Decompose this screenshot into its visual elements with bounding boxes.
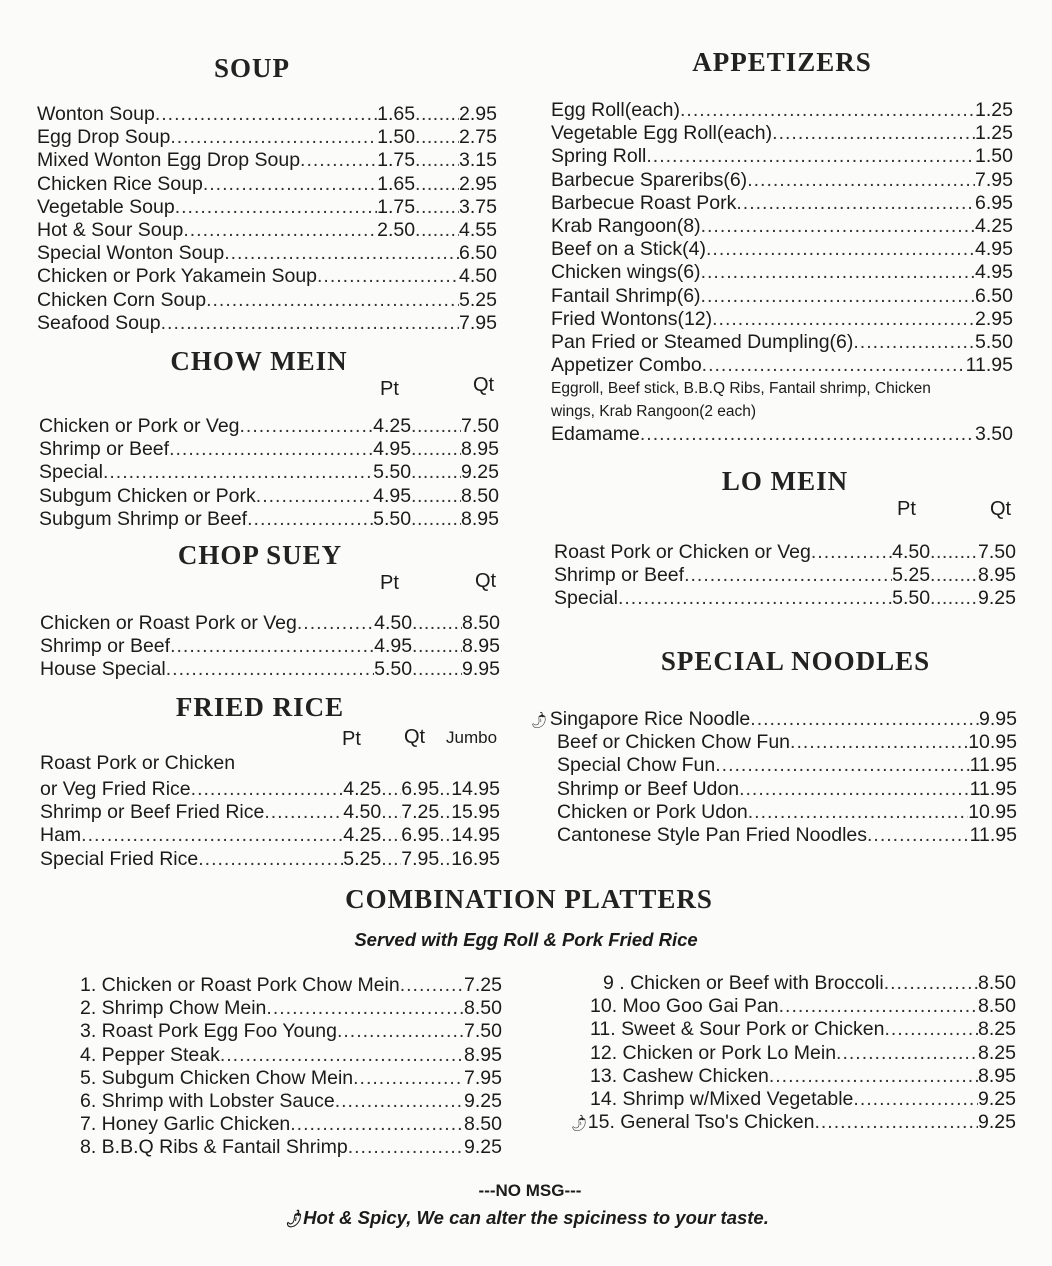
item-price: 8.25	[978, 1018, 1016, 1041]
item-price-jumbo: 14.95	[451, 824, 500, 847]
menu-item	[39, 415, 499, 438]
chop-suey-heading: CHOP SUEY	[177, 540, 343, 570]
fried-rice-section	[40, 692, 500, 871]
item-name: Egg Drop Soup	[37, 126, 171, 149]
item-price: 8.95	[978, 1064, 1016, 1087]
item-name: 12. Chicken or Pork Lo Mein	[590, 1041, 837, 1064]
combination-right-list	[568, 972, 1016, 1134]
pt-label: Pt	[342, 728, 361, 750]
lo-mein-list	[554, 541, 1016, 611]
item-name: Subgum Chicken or Pork	[39, 484, 256, 507]
item-price-qt: 9.25	[978, 587, 1016, 610]
item-price: 7.25	[464, 974, 502, 996]
item-name: Hot & Sour Soup	[37, 218, 184, 241]
menu-item	[39, 461, 499, 484]
menu-item	[530, 754, 1017, 777]
menu-item	[551, 169, 1013, 192]
combo-note-line: wings, Krab Rangoon(2 each)	[551, 403, 757, 421]
item-price: 11.95	[969, 754, 1017, 777]
item-price-qt: 3.15	[459, 149, 497, 172]
item-price: 3.50	[975, 423, 1013, 446]
item-price-qt: 8.95	[462, 635, 500, 658]
item-price: 4.95	[975, 261, 1013, 284]
item-price-qt: 9.95	[462, 658, 500, 681]
item-name: 5. Subgum Chicken Chow Mein	[80, 1066, 354, 1089]
combo-item	[568, 1042, 1016, 1065]
item-name: Special	[554, 587, 618, 610]
menu-item	[40, 778, 500, 801]
item-price-pt: 4.95	[374, 635, 413, 658]
qt-label: Qt	[473, 374, 495, 396]
item-price: 4.50	[459, 265, 497, 288]
menu-item	[530, 824, 1017, 847]
item-name: Chicken wings(6)	[551, 261, 701, 284]
item-name: 10. Moo Goo Gai Pan	[590, 995, 779, 1018]
item-name: Chicken or Pork or Veg	[39, 415, 240, 437]
item-price-qt: 7.95	[401, 847, 440, 870]
item-price: 11.95	[965, 354, 1013, 377]
item-name: Shrimp or Beef	[39, 438, 170, 461]
pt-label: Pt	[897, 498, 916, 520]
qt-label: Qt	[404, 726, 426, 748]
combo-item	[568, 1111, 1016, 1134]
no-msg-note: ---NO MSG---	[478, 1181, 582, 1200]
item-price: 5.25	[459, 288, 497, 311]
item-name: House Special	[40, 658, 166, 681]
pt-label: Pt	[380, 572, 399, 594]
item-name: Special Fried Rice	[40, 847, 199, 870]
item-price-jumbo: 16.95	[451, 847, 500, 870]
item-name: 1. Chicken or Roast Pork Chow Mein	[80, 974, 400, 996]
chow-mein-heading: CHOW MEIN	[170, 346, 348, 376]
item-price-qt: 2.95	[459, 172, 497, 195]
item-name: Special	[39, 461, 103, 484]
item-name: Shrimp or Beef Udon	[557, 777, 740, 800]
spicy-legend	[0, 1207, 1052, 1229]
item-price-pt: 4.50	[343, 801, 382, 824]
item-name: Barbecue Spareribs(6)	[551, 168, 748, 191]
item-price-pt: 4.50	[892, 541, 931, 563]
item-price-pt: 4.25	[343, 778, 382, 800]
soup-section	[37, 48, 497, 335]
menu-item	[37, 242, 497, 265]
item-name: 15. General Tso's Chicken	[587, 1111, 815, 1134]
item-name: Beef or Chicken Chow Fun	[557, 731, 791, 754]
menu-item	[39, 508, 499, 531]
item-name: 8. B.B.Q Ribs & Fantail Shrimp	[80, 1136, 348, 1159]
item-name: Shrimp or Beef	[554, 564, 685, 587]
item-name: 11. Sweet & Sour Pork or Chicken	[590, 1018, 885, 1041]
item-name: 9 . Chicken or Beef with Broccoli	[603, 972, 884, 994]
price-size-header	[39, 374, 499, 404]
chop-suey-section	[40, 540, 500, 682]
item-name: Roast Pork or Chicken or Veg	[554, 541, 811, 563]
menu-item	[554, 541, 1016, 564]
fried-rice-list	[40, 778, 500, 871]
item-name: Shrimp or Beef Fried Rice	[40, 801, 265, 824]
menu-item	[39, 438, 499, 461]
item-name: Cantonese Style Pan Fried Noodles	[557, 823, 868, 846]
item-price: 1.50	[975, 145, 1013, 168]
item-name: Ham	[40, 824, 82, 847]
combo-item	[568, 1065, 1016, 1088]
item-name: Shrimp or Beef	[40, 635, 171, 658]
item-name: 6. Shrimp with Lobster Sauce	[80, 1089, 335, 1112]
item-price: 11.95	[969, 777, 1017, 800]
item-name: Seafood Soup	[37, 311, 161, 334]
item-price-qt: 6.95	[401, 778, 440, 800]
combo-item	[568, 995, 1016, 1018]
item-price: 7.50	[464, 1020, 502, 1043]
item-name: 7. Honey Garlic Chicken	[80, 1113, 291, 1136]
combo-note-line: Eggroll, Beef stick, B.B.Q Ribs, Fantail shrimp, Chicken	[551, 380, 931, 398]
chow-mein-list	[39, 415, 499, 531]
special-noodles-section	[527, 646, 1017, 847]
price-size-header	[40, 572, 500, 598]
menu-item	[551, 354, 1013, 377]
item-name: Mixed Wonton Egg Drop Soup	[37, 149, 301, 172]
item-name: Singapore Rice Noodle	[549, 708, 751, 730]
item-price-pt: 4.95	[373, 484, 412, 507]
item-price: 10.95	[968, 800, 1017, 823]
item-price: 2.95	[975, 307, 1013, 330]
item-price-pt: 5.50	[373, 507, 412, 530]
item-price-pt: 1.75	[377, 149, 416, 172]
hot-spicy-icon: 🌶	[567, 1112, 590, 1134]
item-price-qt: 2.95	[459, 103, 497, 125]
item-price-pt: 1.65	[377, 103, 416, 125]
menu-item	[40, 848, 500, 871]
menu-item	[554, 587, 1016, 610]
item-price-qt: 8.95	[461, 507, 499, 530]
item-price-qt: 9.25	[461, 461, 499, 484]
item-price-qt: 4.55	[459, 218, 497, 241]
item-name: Fried Wontons(12)	[551, 307, 713, 330]
fried-rice-header	[40, 724, 500, 778]
item-price-pt: 5.50	[892, 587, 931, 610]
qt-label: Qt	[990, 498, 1012, 520]
menu-item	[37, 265, 497, 288]
combo-item	[80, 974, 502, 997]
appetizers-section	[551, 45, 1013, 446]
item-price: 4.95	[975, 238, 1013, 261]
item-price-pt: 5.25	[892, 564, 931, 587]
menu-item	[551, 308, 1013, 331]
item-price-pt: 4.95	[373, 438, 412, 461]
chow-mein-section	[39, 346, 499, 531]
item-price-jumbo: 14.95	[451, 778, 500, 800]
item-price: 8.95	[464, 1043, 502, 1066]
item-price: 7.95	[975, 168, 1013, 191]
item-price-pt: 4.25	[373, 415, 412, 437]
item-price-qt: 8.95	[978, 564, 1016, 587]
menu-item	[37, 196, 497, 219]
menu-item	[551, 145, 1013, 168]
item-price: 7.95	[464, 1066, 502, 1089]
menu-item	[551, 285, 1013, 308]
item-price-qt: 3.75	[459, 195, 497, 218]
item-price-pt: 5.50	[373, 461, 412, 484]
combo-item	[80, 997, 502, 1020]
item-price-pt: 5.25	[343, 847, 382, 870]
special-noodles-list	[527, 708, 1017, 847]
item-price: 11.95	[969, 823, 1017, 846]
item-price-pt: 5.50	[374, 658, 413, 681]
item-name: Barbecue Roast Pork	[551, 191, 737, 214]
soup-list	[37, 103, 497, 335]
item-price-qt: 8.95	[461, 438, 499, 461]
menu-item	[551, 192, 1013, 215]
appetizers-heading: APPETIZERS	[692, 47, 872, 77]
menu-item	[40, 658, 500, 681]
menu-item	[551, 122, 1013, 145]
menu-item	[551, 215, 1013, 238]
item-name: Vegetable Egg Roll(each)	[551, 122, 773, 145]
item-price-pt: 1.65	[377, 172, 416, 195]
item-name: 14. Shrimp w/Mixed Vegetable	[590, 1087, 854, 1110]
item-name-first-line: Roast Pork or Chicken	[40, 752, 236, 774]
item-price: 5.50	[975, 330, 1013, 353]
menu-item	[40, 635, 500, 658]
menu-item	[37, 149, 497, 172]
menu-item	[40, 612, 500, 635]
item-price: 6.95	[975, 191, 1013, 214]
item-price: 10.95	[968, 731, 1017, 754]
combo-item	[568, 1088, 1016, 1111]
item-name: Wonton Soup	[37, 103, 155, 125]
item-price-qt: 7.50	[461, 415, 499, 437]
menu-item	[530, 731, 1017, 754]
combo-item	[80, 1136, 502, 1159]
item-name: Chicken or Roast Pork or Veg	[40, 612, 297, 634]
combination-left-list	[80, 974, 502, 1160]
item-price: 8.50	[978, 995, 1016, 1018]
item-price: 6.50	[459, 242, 497, 265]
menu-item	[37, 103, 497, 126]
combo-item	[80, 1067, 502, 1090]
item-price-pt: 1.75	[377, 195, 416, 218]
jumbo-label: Jumbo	[446, 728, 498, 747]
item-price: 8.50	[464, 1113, 502, 1136]
item-name: 4. Pepper Steak	[80, 1043, 220, 1066]
item-price-pt: 1.50	[377, 126, 416, 149]
item-price: 8.25	[978, 1041, 1016, 1064]
item-name: Chicken Corn Soup	[37, 288, 207, 311]
item-price-qt: 6.95	[401, 824, 440, 847]
item-name: Krab Rangoon(8)	[551, 214, 701, 237]
pt-label: Pt	[380, 378, 399, 400]
hot-spicy-icon: 🌶	[281, 1208, 305, 1230]
item-name: 3. Roast Pork Egg Foo Young	[80, 1020, 337, 1043]
price-size-header	[554, 498, 1016, 524]
item-name: Chicken Rice Soup	[37, 172, 203, 195]
item-price: 1.25	[975, 99, 1013, 121]
combo-item	[80, 1090, 502, 1113]
menu-item	[530, 778, 1017, 801]
item-price: 9.25	[978, 1111, 1016, 1134]
menu-item	[554, 564, 1016, 587]
menu-item	[37, 219, 497, 242]
item-price-qt: 7.50	[978, 541, 1016, 563]
appetizers-list	[551, 99, 1013, 446]
menu-item	[551, 423, 1013, 446]
item-price: 4.25	[975, 214, 1013, 237]
item-price: 9.95	[979, 708, 1017, 730]
item-price: 7.95	[459, 311, 497, 334]
special-noodles-heading: SPECIAL NOODLES	[660, 646, 931, 676]
item-price-pt: 2.50	[377, 218, 416, 241]
item-price-pt: 4.25	[343, 824, 382, 847]
chop-suey-list	[40, 612, 500, 682]
combination-heading: COMBINATION PLATTERS	[345, 884, 713, 914]
item-name: Special Wonton Soup	[37, 242, 225, 265]
item-price-qt: 8.50	[462, 612, 500, 634]
menu-item	[551, 99, 1013, 122]
spicy-legend-text: Hot & Spicy, We can alter the spiciness to your taste.	[303, 1207, 769, 1228]
combo-item	[80, 1044, 502, 1067]
item-price: 9.25	[978, 1087, 1016, 1110]
menu-item	[37, 312, 497, 335]
menu-item	[527, 708, 1017, 731]
item-price: 1.25	[975, 122, 1013, 145]
item-price: 8.50	[978, 972, 1016, 994]
hot-spicy-icon: 🌶	[527, 709, 550, 731]
item-name: Fantail Shrimp(6)	[551, 284, 701, 307]
menu-item	[530, 801, 1017, 824]
soup-heading: SOUP	[213, 53, 290, 83]
item-name: Appetizer Combo	[551, 354, 702, 377]
menu-item	[551, 331, 1013, 354]
menu-item	[37, 173, 497, 196]
menu-item	[551, 261, 1013, 284]
item-name: 13. Cashew Chicken	[590, 1064, 769, 1087]
item-name: Chicken or Pork Yakamein Soup	[37, 265, 318, 288]
item-name: Edamame	[551, 423, 640, 446]
combo-item	[568, 972, 1016, 995]
item-price-qt: 2.75	[459, 126, 497, 149]
menu-item	[40, 801, 500, 824]
combination-subtitle: Served with Egg Roll & Pork Fried Rice	[354, 929, 698, 950]
item-name: Spring Roll	[551, 145, 647, 168]
item-price: 9.25	[464, 1136, 502, 1159]
combo-item	[80, 1113, 502, 1136]
lo-mein-section	[554, 466, 1016, 611]
fried-rice-heading: FRIED RICE	[175, 692, 345, 722]
item-name: Special Chow Fun	[557, 754, 716, 777]
item-name: Vegetable Soup	[37, 195, 175, 218]
menu-item	[551, 238, 1013, 261]
menu-item	[40, 824, 500, 847]
lo-mein-heading: LO MEIN	[721, 466, 849, 496]
item-price-jumbo: 15.95	[451, 801, 500, 824]
item-name: Egg Roll(each)	[551, 99, 680, 121]
item-name: Chicken or Pork Udon	[557, 800, 748, 823]
item-price-qt: 7.25	[401, 801, 440, 824]
item-price-qt: 8.50	[461, 484, 499, 507]
combo-item	[568, 1018, 1016, 1041]
item-price: 9.25	[464, 1089, 502, 1112]
item-name: Beef on a Stick(4)	[551, 238, 706, 261]
item-price-pt: 4.50	[374, 612, 413, 634]
combo-item	[80, 1020, 502, 1043]
item-price: 6.50	[975, 284, 1013, 307]
menu-item	[37, 126, 497, 149]
menu-item	[37, 289, 497, 312]
menu-item	[39, 485, 499, 508]
item-name: 2. Shrimp Chow Mein	[80, 997, 267, 1020]
qt-label: Qt	[475, 570, 497, 592]
item-name: Pan Fried or Steamed Dumpling(6)	[551, 330, 854, 353]
item-name: or Veg Fried Rice	[40, 778, 191, 800]
item-name: Subgum Shrimp or Beef	[39, 507, 248, 530]
item-price: 8.50	[464, 997, 502, 1020]
combo-note	[551, 377, 1013, 423]
